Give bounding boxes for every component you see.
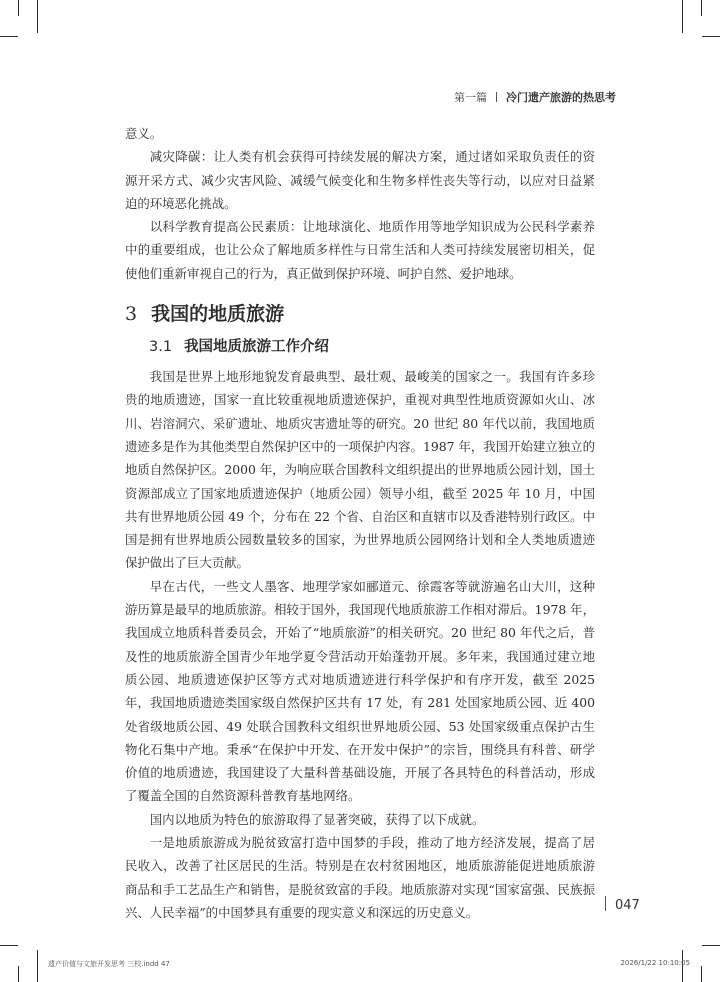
crop-mark-top-right-h	[702, 36, 720, 37]
print-slug-file: 遗产价值与文旅开发思考 三校.indd 47	[48, 960, 170, 968]
crop-mark-top-right-v	[682, 0, 683, 33]
subsection-number: 3.1	[149, 339, 173, 356]
crop-mark-top-left-v	[37, 0, 38, 33]
paragraph-continued: 意义。	[125, 126, 163, 141]
crop-mark-top-left-v2	[18, 0, 19, 16]
crop-mark-top-right-v2	[701, 0, 702, 16]
crop-mark-bottom-right-h	[702, 945, 720, 946]
page-number-text: 047	[615, 898, 640, 913]
paragraph: 减灾降碳：让人类有机会获得可持续发展的解决方案，通过诸如采取负责任的资源开采方式、减少灾害风险、减缓气候变化和生物多样性丧失等行动，以应对日益紧迫的环境恶化挑战。	[125, 149, 595, 211]
crop-mark-bottom-left-v2	[18, 966, 19, 982]
body-text	[125, 122, 595, 924]
running-head	[454, 89, 616, 105]
running-head-part: 第一篇	[454, 91, 487, 104]
print-slug-timestamp: 2026/1/22 10:10:05	[620, 959, 690, 967]
crop-mark-bottom-left-h	[0, 945, 18, 946]
running-head-divider	[496, 92, 497, 102]
page-number	[605, 896, 640, 913]
section-number: 3	[125, 303, 138, 326]
section-heading	[125, 285, 595, 335]
running-head-title: 冷门遗产旅游的热思考	[506, 91, 616, 104]
paragraph: 我国是世界上地形地貌发育最典型、最壮观、最峻美的国家之一。我国有许多珍贵的地质遗迹，国家一直比较重视地质遗迹保护，重视对典型性地质资源如火山、冰川、岩溶洞穴、采矿遗址、地质灾害遗址等的研究。20 世纪 80 年代以前，我国地质遗迹多是作为其他类型自然保护区中的一项保护内容。1987 年，我国开始建立独立的地质自然保护区。2000 年，为响应联合国教科文组织提出的世界地质公园计划，国土资源部成立了国家地质遗迹保护（地质公园）领导小组，截至 2025 年 10 月，中国共有世界地质公园 49 个，分布在 22 个省、自治区和直辖市以及香港特别行政区。中国是拥有世界地质公园数量较多的国家，为世界地质公园网络计划和全人类地质遗迹保护做出了巨大贡献。	[125, 369, 595, 571]
paragraph: 以科学教育提高公民素质：让地球演化、地质作用等地学知识成为公民科学素养中的重要组成，也让公众了解地质多样性与日常生活和人类可持续发展密切相关，促使他们重新审视自己的行为，真正做到保护环境、呵护自然、爱护地球。	[125, 219, 595, 281]
section-title: 我国的地质旅游	[151, 303, 285, 326]
crop-mark-bottom-right-v2	[701, 966, 702, 982]
crop-mark-bottom-left-v	[37, 950, 38, 982]
paragraph: 早在古代，一些文人墨客、地理学家如郦道元、徐霞客等就游遍名山大川，这种游历算是最早的地质旅游。相较于国外，我国现代地质旅游工作相对滞后。1978 年，我国成立地质科普委员会，开始了“地质旅游”的相关研究。20 世纪 80 年代之后，普及性的地质旅游全国青少年地学夏令营活动开始蓬勃开展。多年来，我国通过建立地质公园、地质遗迹保护区等方式对地质遗迹进行科学保护和有序开发，截至 2025 年，我国地质遗迹类国家级自然保护区共有 17 处，有 281 处国家地质公园、近 400 处省级地质公园、49 处联合国教科文组织世界地质公园、53 处国家级重点保护古生物化石集中产地。秉承“在保护中开发、在开发中保护”的宗旨，围绕具有科普、研学价值的地质遗迹，我国建设了大量科普基础设施，开展了各具特色的科普活动，形成了覆盖全国的自然资源科普教育基地网络。	[125, 578, 595, 804]
paragraph: 一是地质旅游成为脱贫致富打造中国梦的手段，推动了地方经济发展，提高了居民收入，改善了社区居民的生活。特别是在农村贫困地区，地质旅游能促进地质旅游商品和手工艺品生产和销售，是脱贫致富的手段。地质旅游对实现“国家富强、民族振兴、人民幸福”的中国梦具有重要的现实意义和深远的历史意义。	[125, 835, 595, 920]
crop-mark-top-left-h	[0, 36, 18, 37]
subsection-title: 我国地质旅游工作介绍	[184, 339, 330, 356]
page-number-divider	[605, 896, 606, 911]
subsection-heading	[125, 335, 595, 365]
paragraph: 国内以地质为特色的旅游取得了显著突破，获得了以下成就。	[149, 811, 485, 827]
